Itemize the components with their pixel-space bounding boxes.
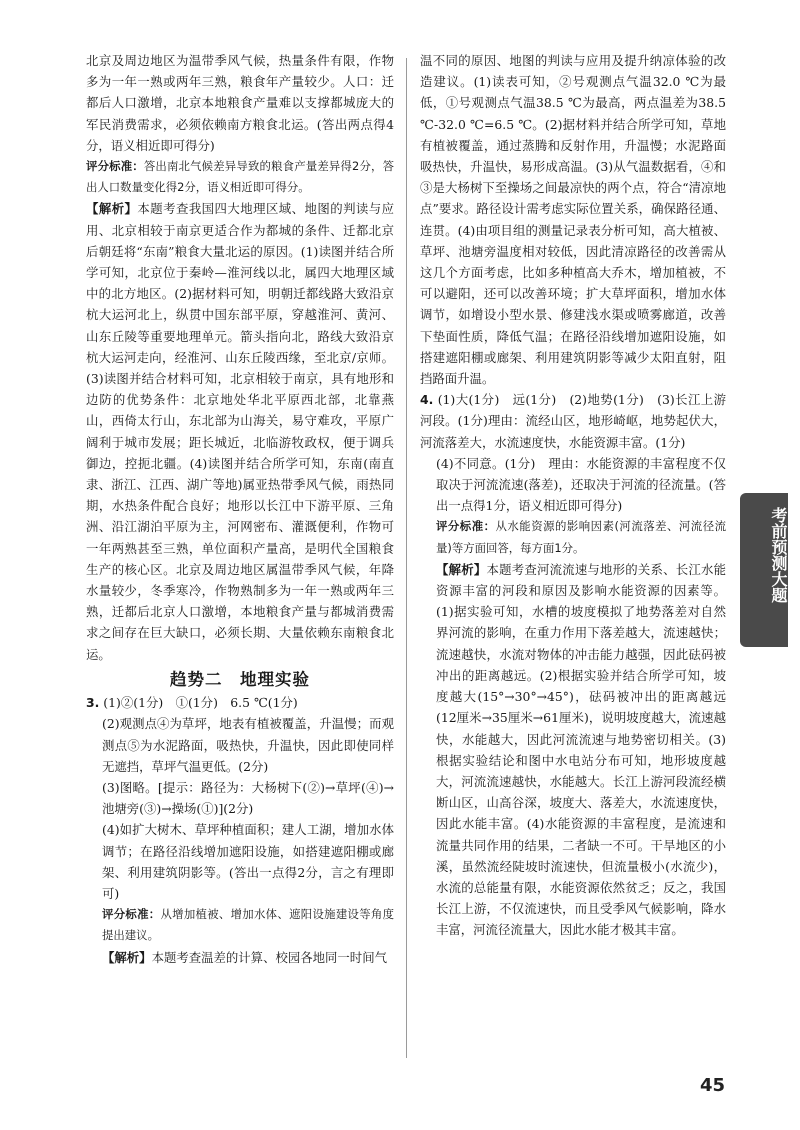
answer-paragraph: 北京及周边地区为温带季风气候，热量条件有限，作物多为一年一熟或两年三熟，粮食年产量较少。人口：迁都后人口激增，北京本地粮食产量难以支撑都城庞大的军民消费需求，必须依赖南方粮食北运。(答出两点得4分，语义相近即可得分) xyxy=(86,53,394,153)
question-number: 4. xyxy=(420,392,434,408)
question-number: 3. xyxy=(86,695,100,711)
side-tab xyxy=(740,493,788,647)
scoring-label: 评分标准： xyxy=(86,159,144,174)
scoring-standard xyxy=(420,516,726,558)
scoring-standard xyxy=(86,904,394,946)
analysis-paragraph xyxy=(86,198,394,664)
column-divider xyxy=(406,58,407,1058)
scoring-text: 从水能资源的影响因素(河流落差、河流径流量)等方面回答，每方面1分。 xyxy=(436,519,726,555)
analysis-text: 本题考查我国四大地理区域、地图的判读与应用、北京相较于南京更适合作为都城的条件、迁都北京后朝廷将“东南”粮食大量北运的原因。(1)读图并结合所学可知，北京位于秦岭—淮河线以北，属四大地理区域中的北方地区。(2)据材料可知，明朝迁都线路大致沿京杭大运河北上，纵贯中国东部平原，穿越淮河、黄河、山东丘陵等重要地理单元。箭头指向北，路线大致沿京杭大运河走向，经淮河、山东丘陵西缘，至北京/京师。(3)读图并结合材料可知，北京相较于南京，具有地形和边防的优势条件：北京地处华北平原西北部，北靠燕山，西倚太行山，东北部为山海关，易守难攻，平原广阔利于城市发展；距长城近，北临游牧政权，便于调兵御边，控扼北疆。(4)读图并结合所学可知，东南(南直隶、浙江、江西、湖广等地)属亚热带季风气候，雨热同期，水热条件配合良好；地形以长江中下游平原、三角洲、沿江湖泊平原为主，河网密布、灌溉便利，作物可一年两熟甚至三熟，单位面积产量高，是明代全国粮食生产的核心区。北京及周边地区属温带季风气候，年降水量较少，冬季寒冷，作物熟制多为一年一熟或两年三熟，迁都后北京人口激增，本地粮食产量与都城消费需求之间存在巨大缺口，必须长期、大量依赖东南粮食北运。 xyxy=(86,201,395,662)
question-3-line-2: (2)观测点④为草坪，地表有植被覆盖，升温慢；而观测点⑤为水泥路面，吸热快，升温快，因此即使同样无遮挡，草坪气温更低。(2分) xyxy=(102,716,394,774)
question-4-part-1: (1)大(1分) 远(1分) (2)地势(1分) (3)长江上游河段。(1分)理由：流经山区，地形崎岖，地势起伏大，河流落差大，水流速度快，水能资源丰富。(1分) xyxy=(420,392,726,450)
section-title: 趋势二 地理实验 xyxy=(170,669,310,689)
page-number: 45 xyxy=(700,1075,726,1096)
analysis-text: 本题考查温差的计算、校园各地同一时间气 xyxy=(151,949,387,965)
scoring-standard xyxy=(86,156,394,198)
analysis-label: 【解析】 xyxy=(86,201,138,217)
analysis-label: 【解析】 xyxy=(102,949,152,965)
right-column xyxy=(420,50,726,941)
side-tab-label: 考前预测大题 xyxy=(769,507,788,603)
question-3-line-1 xyxy=(86,692,394,713)
analysis-paragraph xyxy=(86,947,394,968)
question-3-part-1: (1)②(1分) ①(1分) 6.5 ℃(1分) xyxy=(103,695,298,711)
question-3-line-4: (4)如扩大树木、草坪种植面积；建人工湖，增加水体调节；在路径沿线增加遮阳设施，如搭建遮阳棚或廊架、利用建筑阴影等。(答出一点得2分，言之有理即可) xyxy=(102,822,394,901)
analysis-label: 【解析】 xyxy=(436,561,487,577)
scoring-text: 从增加植被、增加水体、遮阳设施建设等角度提出建议。 xyxy=(102,907,394,943)
scoring-label: 评分标准： xyxy=(102,907,161,922)
analysis-continuation: 温不同的原因、地图的判读与应用及提升纳凉体验的改造建议。(1)读表可知，②号观测点气温32.0 ℃为最低，①号观测点气温38.5 ℃为最高，两点温差为38.5 ℃-32.0 ℃=6.5 ℃。(2)据材料并结合所学可知，草地有植被覆盖，通过蒸腾和反射作用，升温慢；水泥路面吸热快，升温快，易形成高温。(3)从气温数据看，④和③是大杨树下至操场之间最凉快的两个点，符合“清凉地点”要求。路径设计需考虑实际位置关系，确保路径通、连贯。(4)由项目组的测量记录表分析可知，高大植被、草坪、池塘旁温度相对较低，因此清凉路径的改善需从这几个方面考虑，比如多种植高大乔木，增加植被，不可以避阳，还可以改善环境；扩大草坪面积，增加水体调节，如增设小型水景、修建浅水渠或喷雾廊道，改善下垫面性质，降低气温；在路径沿线增加遮阳设施，如搭建遮阳棚或廊架、利用建筑阴影等减少太阳直射，阻挡路面升温。 xyxy=(420,53,726,387)
question-4-line-2: (4)不同意。(1分) 理由：水能资源的丰富程度不仅取决于河流流速(落差)，还取决于河流的径流量。(答出一点得1分，语义相近即可得分) xyxy=(436,455,726,514)
analysis-paragraph xyxy=(420,559,726,941)
scoring-label: 评分标准： xyxy=(436,519,496,534)
question-4-line-1 xyxy=(420,389,726,453)
scoring-text: 答出南北气候差异导致的粮食产量差异得2分，答出人口数量变化得2分，语义相近即可得分。 xyxy=(86,159,394,195)
analysis-text: 本题考查河流流速与地形的关系、长江水能资源丰富的河段和原因及影响水能资源的因素等。(1)据实验可知，水槽的坡度模拟了地势落差对自然界河流的影响，在重力作用下落差越大，流速越快；流速越快，水流对物体的冲击能力越强，因此砝码被冲出的距离越远。(2)根据实验并结合所学可知，坡度越大(15°→30°→45°)，砝码被冲出的距离越远(12厘米→35厘米→61厘米)，说明坡度越大，流速越快，水能越大，因此河流流速与地势密切相关。(3)根据实验结论和图中水电站分布可知，地形坡度越大，河流流速越快，水能越大。长江上游河段流经横断山区，山高谷深，坡度大、落差大，水流速度快，因此水能丰富。(4)水能资源的丰富程度，是流速和流量共同作用的结果，二者缺一不可。干旱地区的小溪，虽然流经陡坡时流速快，但流量极小(水流少)，水流的总能量有限，水能资源依然贫乏；反之，我国长江上游，不仅流速快，而且受季风气候影响，降水丰富，河流径流量大，因此水能才极其丰富。 xyxy=(436,561,727,938)
question-3-line-3: (3)图略。[提示：路径为：大杨树下(②)→草坪(④)→池塘旁(③)→操场(①)](2分) xyxy=(102,779,394,817)
left-column xyxy=(86,50,394,968)
